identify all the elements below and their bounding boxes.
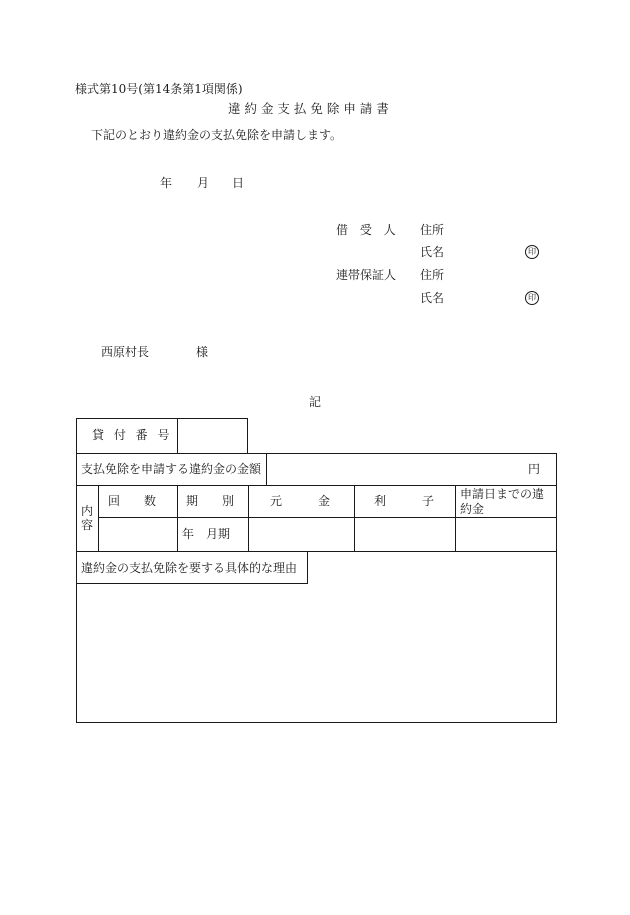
guarantor-name-label: 氏名	[420, 291, 445, 305]
header-interest: 利 子	[374, 494, 435, 508]
date-day: 日	[232, 176, 245, 190]
guarantor-label: 連帯保証人	[336, 268, 397, 282]
yen-unit: 円	[528, 462, 541, 476]
date-year: 年	[160, 176, 173, 190]
borrower-address-label: 住所	[420, 223, 445, 237]
page-title: 違 約 金 支 払 免 除 申 請 書	[228, 101, 389, 116]
addressee: 西原村長	[101, 345, 150, 359]
header-penalty-line1: 申請日までの違	[460, 487, 545, 501]
amount-value[interactable]	[270, 456, 520, 483]
intro-text: 下記のとおり違約金の支払免除を申請します。	[91, 128, 343, 142]
loan-number-value[interactable]	[180, 420, 245, 451]
form-number: 様式第10号(第14条第1項関係)	[75, 82, 243, 96]
contents-label-bottom: 容	[81, 518, 94, 532]
guarantor-seal-icon: 印	[525, 291, 539, 305]
borrower-label: 借 受 人	[336, 223, 400, 237]
guarantor-address-label: 住所	[420, 268, 445, 282]
reason-label: 違約金の支払免除を要する具体的な理由	[81, 561, 298, 575]
contents-label-top: 内	[81, 504, 94, 518]
header-penalty-line2: 約金	[460, 502, 485, 516]
honorific: 様	[196, 345, 209, 359]
date-month: 月	[197, 176, 210, 190]
header-times: 回 数	[108, 494, 157, 508]
ki-heading: 記	[309, 395, 322, 409]
loan-number-label: 貸 付 番 号	[92, 428, 173, 442]
borrower-name-label: 氏名	[420, 245, 445, 259]
period-value: 年 月期	[182, 527, 231, 541]
amount-label: 支払免除を申請する違約金の金額	[81, 462, 262, 476]
borrower-seal-icon: 印	[525, 245, 539, 259]
reason-area[interactable]	[80, 586, 552, 718]
header-principal: 元 金	[270, 494, 331, 508]
header-period: 期 別	[186, 494, 235, 508]
